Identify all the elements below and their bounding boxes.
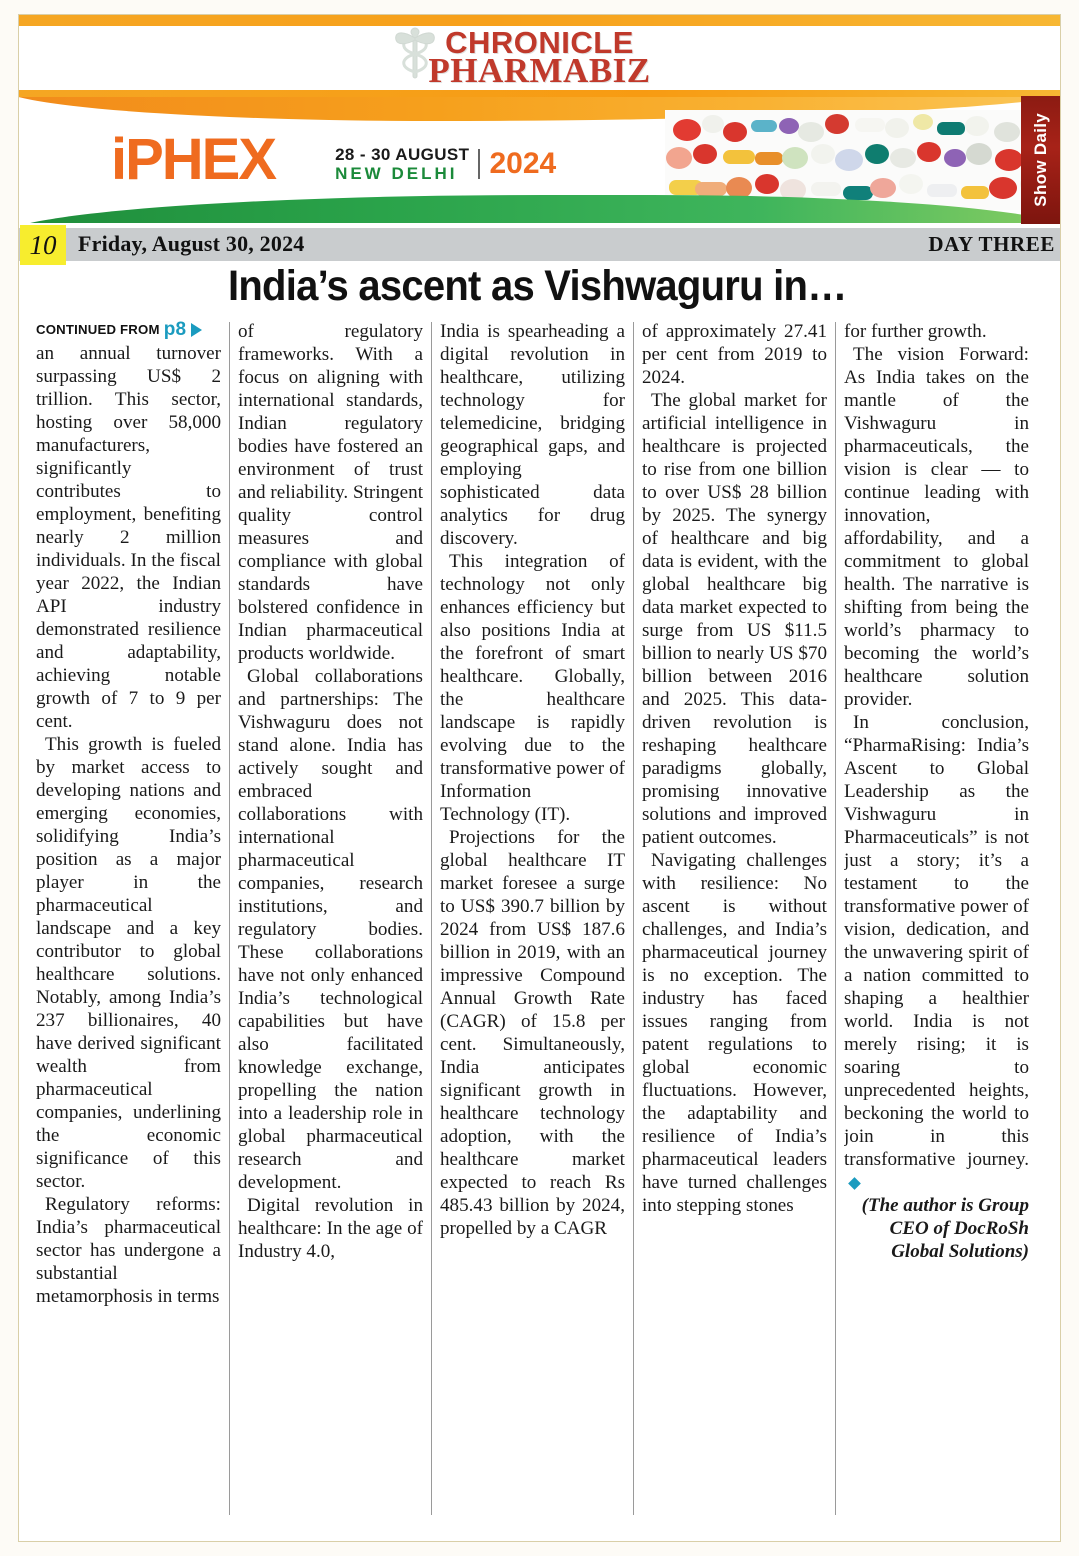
paragraph: The global market for artificial intelligence in healthcare is projected to rise from one billion to over US$ 28 billion by 2025. The synergy of healthcare and big data is evident, with the global healthcare big data market expected to surge from US $11.5 billion to nearly US $70 billion between 2016 and 2025. This data-driven revolution is reshaping healthcare paradigms globally, promising innovative solutions and improved patient outcomes.: [642, 390, 827, 848]
publication-name-line2: PHARMABIZ: [428, 51, 651, 91]
paragraph-text: In conclusion, “PharmaRising: India’s Ascent to Global Leadership as the Vishwaguru in Pharmaceuticals” is not just a story; it’s a testament to the transformative power of vision, dedication, and the unwavering spirit of a nation committed to shaping a healthier world. India is not merely rising; it is soaring to unprecedented heights, beckoning the world to join in this transformative journey.: [844, 712, 1029, 1170]
paragraph: Global collaborations and partnerships: The Vishwaguru does not stand alone. India has actively sought and embraced collaborations with international pharmaceutical companies, research institutions, and regulatory bodies. These collaborations have not only enhanced India’s technological capabilities but have also facilitated knowledge exchange, propelling the nation into a leadership role in global pharmaceutical research and development.: [238, 666, 423, 1193]
iphex-branding: [111, 127, 557, 192]
masthead-bottom-rule: [19, 90, 1060, 97]
caduceus-icon: [392, 26, 438, 82]
article-column-4: [642, 320, 844, 1515]
day-label: DAY THREE: [928, 232, 1055, 256]
masthead: [19, 15, 1060, 97]
event-dates: 28 - 30 AUGUST: [335, 144, 470, 164]
article-body: [36, 320, 1046, 1515]
article-column-2: [238, 320, 440, 1515]
event-banner: [19, 97, 1060, 223]
article-column-5: [844, 320, 1046, 1515]
continued-from-text: CONTINUED FROM: [36, 321, 160, 337]
paragraph: The vision Forward: As India takes on the mantle of the Vishwaguru in pharmaceuticals, the vision is clear — to continue leading with innovation, affordability, and a commitment to global health. The narrative is shifting from being the world’s pharmacy to becoming the world’s healthcare solution provider.: [844, 344, 1029, 710]
page-number-badge: [20, 225, 66, 265]
show-daily-tab: [1021, 96, 1060, 224]
event-year: 2024: [478, 149, 556, 179]
paragraph: of regulatory frameworks. With a focus on aligning with international standards, Indian regulatory bodies have fostered an environment of trust and reliability. Stringent quality control measures and compliance with global standards have bolstered confidence in Indian pharmaceutical products worldwide.: [238, 321, 423, 664]
continued-from-label[interactable]: [36, 320, 221, 339]
paragraph: Navigating challenges with resilience: No ascent is without challenges, and India’s pharmaceutical journey is no exception. The industry has faced issues ranging from patent regulations to global economic fluctuations. However, the adaptability and resilience of India’s pharmaceutical leaders have turned challenges into stepping stones: [642, 850, 827, 1216]
article-column-1: [36, 320, 238, 1515]
issue-date: Friday, August 30, 2024: [78, 231, 305, 256]
paragraph: of approximately 27.41 per cent from 2019 to 2024.: [642, 321, 827, 388]
publication-name-line1: CHRONICLE: [445, 24, 634, 60]
iphex-logo: iPHEX: [111, 127, 276, 192]
arrow-right-icon: [191, 323, 202, 337]
page-title: India’s ascent as Vishwaguru in…: [228, 262, 847, 310]
paragraph: for further growth.: [844, 321, 987, 342]
paragraph: an annual turnover surpassing US$ 2 trillion. This sector, hosting over 58,000 manufacturers, significantly contributes to employment, benefiting nearly 2 million individuals. In the fiscal year 2022, the Indian API industry demonstrated resilience and adaptability, achieving notable growth of 7 to 9 per cent.: [36, 343, 221, 732]
continued-from-page: p8: [163, 320, 187, 340]
paragraph: This integration of technology not only enhances efficiency but also positions India at the forefront of smart healthcare. Globally, the healthcare landscape is rapidly evolving due to the transformative power of Information Technology (IT).: [440, 551, 625, 825]
event-city: NEW DELHI: [335, 163, 458, 183]
page-number: 10: [29, 229, 57, 260]
author-byline: (The author is Group CEO of DocRoSh Global Solutions): [861, 1195, 1029, 1263]
paragraph: Regulatory reforms: India’s pharmaceutical sector has undergone a substantial metamorphosis in terms: [36, 1194, 221, 1307]
paragraph: India is spearheading a digital revolution in healthcare, utilizing technology for telemedicine, bridging geographical gaps, and employing sophisticated data analytics for drug discovery.: [440, 321, 625, 549]
paragraph: Projections for the global healthcare IT market foresee a surge to US$ 390.7 billion by 2024 from US$ 187.6 billion in 2019, with an impressive Compound Annual Growth Rate (CAGR) of 15.8 per cent. Simultaneously, India anticipates significant growth in healthcare technology adoption, with the healthcare market expected to reach Rs 485.43 billion by 2024, propelled by a CAGR: [440, 827, 625, 1239]
publication-logo: [428, 24, 651, 91]
paragraph: This growth is fueled by market access to developing nations and emerging economies, solidifying India’s position as a major player in the pharmaceutical landscape and a key contributor to global healthcare solutions. Notably, among India’s 237 billionaires, 40 have derived significant wealth from pharmaceutical companies, underlining the economic significance of this sector.: [36, 734, 221, 1192]
end-mark-icon: [848, 1177, 861, 1190]
article-column-3: [440, 320, 642, 1515]
event-details: [335, 145, 556, 183]
show-daily-label: Show Daily: [1030, 113, 1050, 207]
paragraph: Digital revolution in healthcare: In the age of Industry 4.0,: [238, 1195, 423, 1262]
paragraph-final: [844, 711, 1029, 1194]
